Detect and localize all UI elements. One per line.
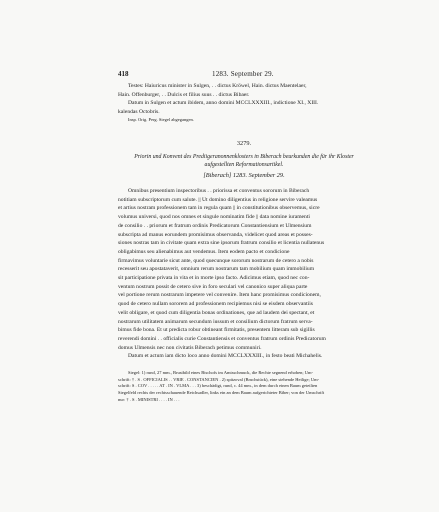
page-number: 418 [118, 70, 129, 78]
seal-notes [118, 370, 370, 404]
body-line: ventum nostrum possit de cetero sive in foro seculari vel canonico super aliqua parte [118, 283, 308, 290]
body-line: recesserit seu apostataverit, omnium rerum nostrarum tam mobilium quam immobilium [118, 266, 315, 273]
document-place-date: [Biberach] 1283. September 29. [203, 172, 285, 179]
previous-document-ending [118, 82, 370, 124]
body-line: volumus universi, quod nos omnes et singule nominatim fide || data nomine iuramenti [118, 214, 310, 221]
page-header [118, 70, 370, 80]
body-line: vel portione rerum nostrarum impetere vel convenire. Item hanc promisimus condicionem, [118, 292, 321, 299]
text-line: kalendas Octobris. [118, 109, 160, 116]
seal-note-line: schrift: S . COV . . . . . AT . IN . VLMA . . . 3) beschädigt, rund, c. 44 mm., in dem durch einen Baum geteilten [118, 383, 318, 389]
document-title [118, 153, 370, 169]
body-line: firmavimus voluntarie sicut ante, quod quecunque sororum nostrarum de cetero a nobis [118, 257, 314, 264]
body-line: sit participatione privata in vita et in morte ipso facto. Adicimus etiam, quod nec con- [118, 275, 310, 282]
seal-note-line: schrift: † . S . OFFICIALIS . . VRIE . CONSTANCIEN . 2) spitzoval (Bruchstück), eine stehende Heilige; Um- [118, 376, 320, 382]
body-line: domus Ulmensis nec non civitatis Biberach petimus communiri. [118, 344, 262, 351]
witnesses-paragraph [118, 82, 370, 117]
body-line: quod de cetero nullam sororem ad professionem recipiemus nisi se eisdem observantiis [118, 301, 313, 308]
title-line: aufgestellten Reformationsartikel. [204, 162, 284, 169]
header-date: 1283. September 29. [212, 70, 274, 78]
body-line: Omnibus presentium inspectoribus . . priorissa et conventus sororum in Biberach [128, 188, 310, 194]
body-line: Datum et actum iam dicto loco anno domini MCCLXXXIII., in festo beati Michahelis. [128, 353, 323, 360]
source-note: Insp. Orig. Perg. Siegel abgegangen. [128, 116, 194, 122]
body-line: bimus fide bona. Et ut predicta robur obtineant firmitatis, presentem litteram sub sigillis [118, 327, 315, 334]
body-line: nostrarum utilitatem animarum secundum iussum et consilium dictorum fratrum serva- [118, 318, 313, 325]
seal-notes-paragraph [118, 370, 370, 404]
body-line: et artius nostram professionem tam in regula quam || in constitutionibus observemus, sicre [118, 205, 320, 212]
seal-note-line: Siegelfeld rechts der rechtsschauende Reichsadler, links ein an dem Baum aufgerichteter Biber; von der Umschrift [118, 390, 325, 396]
body-line: obligabimus seu alienabimus aut vendemus. Item eodem pacto et condicione [118, 248, 290, 255]
body-paragraph [118, 187, 370, 361]
text-line: Hain. Offenburger, . . Dulcis et filius suus . . dictus Bibaer. [118, 91, 250, 98]
body-line: reverendi domini . . officialis curie Constantiensis et conventus fratrum ordinis Predicatorum [118, 335, 326, 342]
body-line: velit obligare, et quod cum diligentia bonas ordinationes, que ad laudem dei spectant, et [118, 309, 315, 316]
body-line: de consilio . . priorum et fratrum ordinis Predicatorum Constantiensium et Ulmensium [118, 222, 312, 229]
seal-note-line: nur: † . S . MINISTRI . . . . IN . . . [118, 396, 180, 402]
seal-note-line: Siegel: 1) rund, 27 mm., Brustbild eines Bischofs im Amtsschmuck, die Rechte segnend erhoben; Um- [128, 370, 313, 375]
body-line: notitiam subscriptorum cum salute. || Ut domino diligentius in religione servire valeamus [118, 196, 318, 203]
body-line: siones nostras tam in civitate quam extra sine ipsorum fratrum consilio et licentia nullatenus [118, 240, 325, 247]
document-body [118, 187, 370, 361]
body-line: subscripta ad manus eorundem promisimus observanda, videlicet quod areas et posses- [118, 231, 313, 238]
title-line: Priorin und Konvent des Prediigeranonnenklosters in Biberach beurkunden die für ihr Kloster [134, 154, 354, 160]
document-number: 3279. [236, 140, 252, 147]
text-line: Datum in Sulgen et actum ibidem, anno domini MCCLXXXIII., indictione XI., XIII. [128, 100, 319, 107]
text-line: Testes: Haiuricus minister in Sulgen, . . dictus Kröwel, Hain. dictus Maentelaer, [128, 83, 307, 89]
